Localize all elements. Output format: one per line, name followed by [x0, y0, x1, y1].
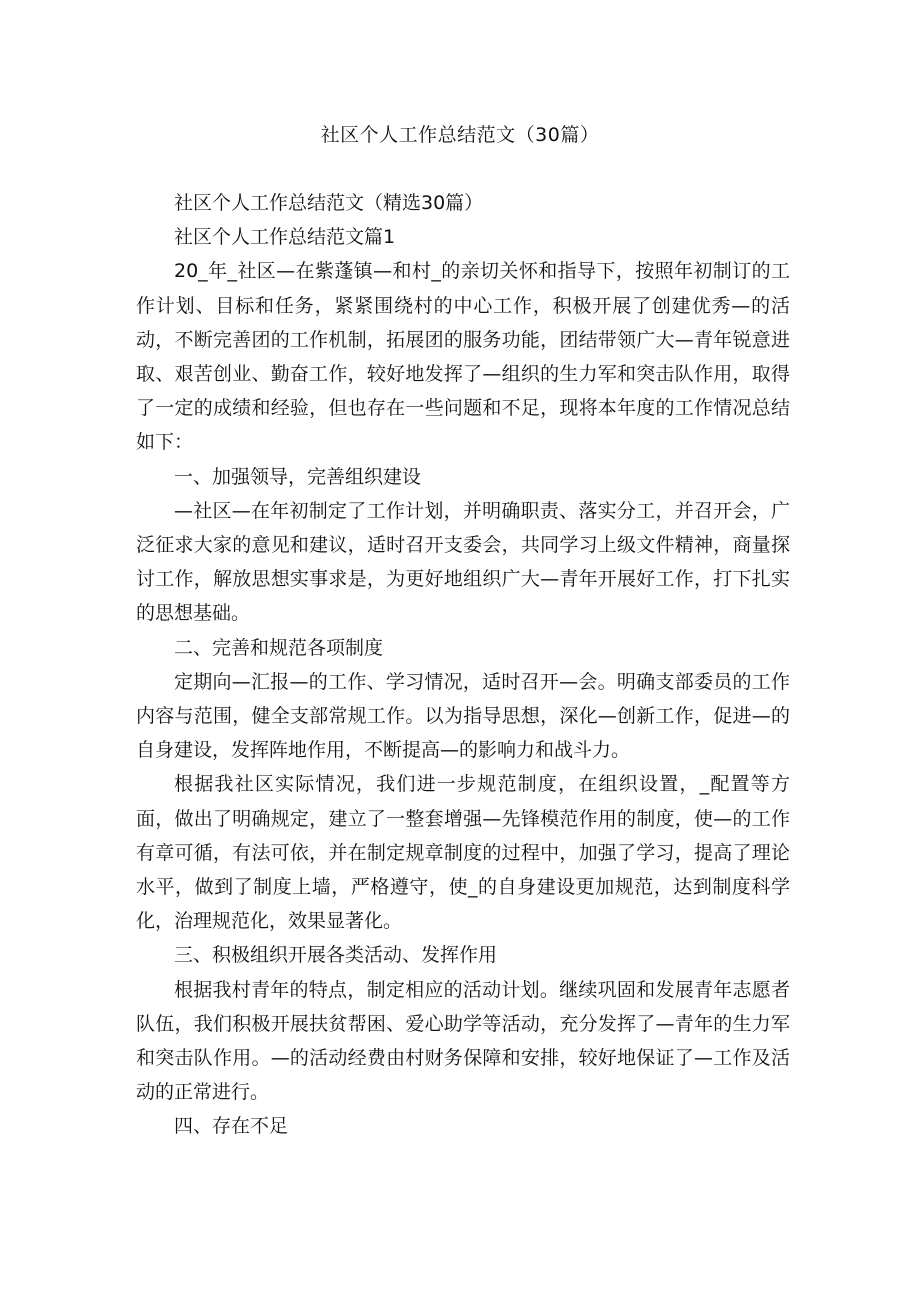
section-heading-2: 二、完善和规范各项制度 — [174, 636, 384, 659]
body-paragraph: —社区—在年初制定了工作计划，并明确职责、落实分工，并召开会，广泛征求大家的意见和建议，适时召开支委会，共同学习上级文件精神，商量探讨工作，解放思想实事求是，为更好地组织广大—青年开展好工作，打下扎实的思想基础。 — [136, 499, 790, 625]
section-heading-4: 四、存在不足 — [174, 1115, 289, 1138]
body-paragraph: 定期向—汇报—的工作、学习情况，适时召开—会。明确支部委员的工作内容与范围，健全支部常规工作。以为指导思想，深化—创新工作，促进—的自身建设，发挥阵地作用，不断提高—的影响力和战斗力。 — [136, 670, 790, 762]
subtitle-paragraph: 社区个人工作总结范文（精选30篇） — [174, 192, 484, 214]
section-heading-1: 一、加强领导，完善组织建设 — [174, 465, 422, 488]
body-paragraph: 根据我社区实际情况，我们进一步规范制度，在组织设置，_配置等方面，做出了明确规定，建立了一整套增强—先锋模范作用的制度，使—的工作有章可循，有法可依，并在制定规章制度的过程中，加强了学习，提高了理论水平，做到了制度上墙，严格遵守，使_的自身建设更加规范，达到制度科学化，治理规范化，效果显著化。 — [136, 773, 790, 933]
body-paragraph: 根据我村青年的特点，制定相应的活动计划。继续巩固和发展青年志愿者队伍，我们积极开展扶贫帮困、爱心助学等活动，充分发挥了—青年的生力军和突击队作用。—的活动经费由村财务保障和安排，较好地保证了—工作及活动的正常进行。 — [136, 978, 790, 1104]
section-heading-article-1: 社区个人工作总结范文篇1 — [174, 226, 396, 249]
document-body — [136, 186, 790, 1144]
document-title: 社区个人工作总结范文（30篇） — [320, 124, 600, 146]
intro-paragraph: 20_年_社区—在紫蓬镇—和村_的亲切关怀和指导下，按照年初制订的工作计划、目标和任务，紧紧围绕村的中心工作，积极开展了创建优秀—的活动，不断完善团的工作机制，拓展团的服务功能，团结带领广大—青年锐意进取、艰苦创业、勤奋工作，较好地发挥了—组织的生力军和突击队作用，取得了一定的成绩和经验，但也存在一些问题和不足，现将本年度的工作情况总结如下： — [136, 260, 790, 454]
section-heading-3: 三、积极组织开展各类活动、发挥作用 — [174, 944, 498, 967]
